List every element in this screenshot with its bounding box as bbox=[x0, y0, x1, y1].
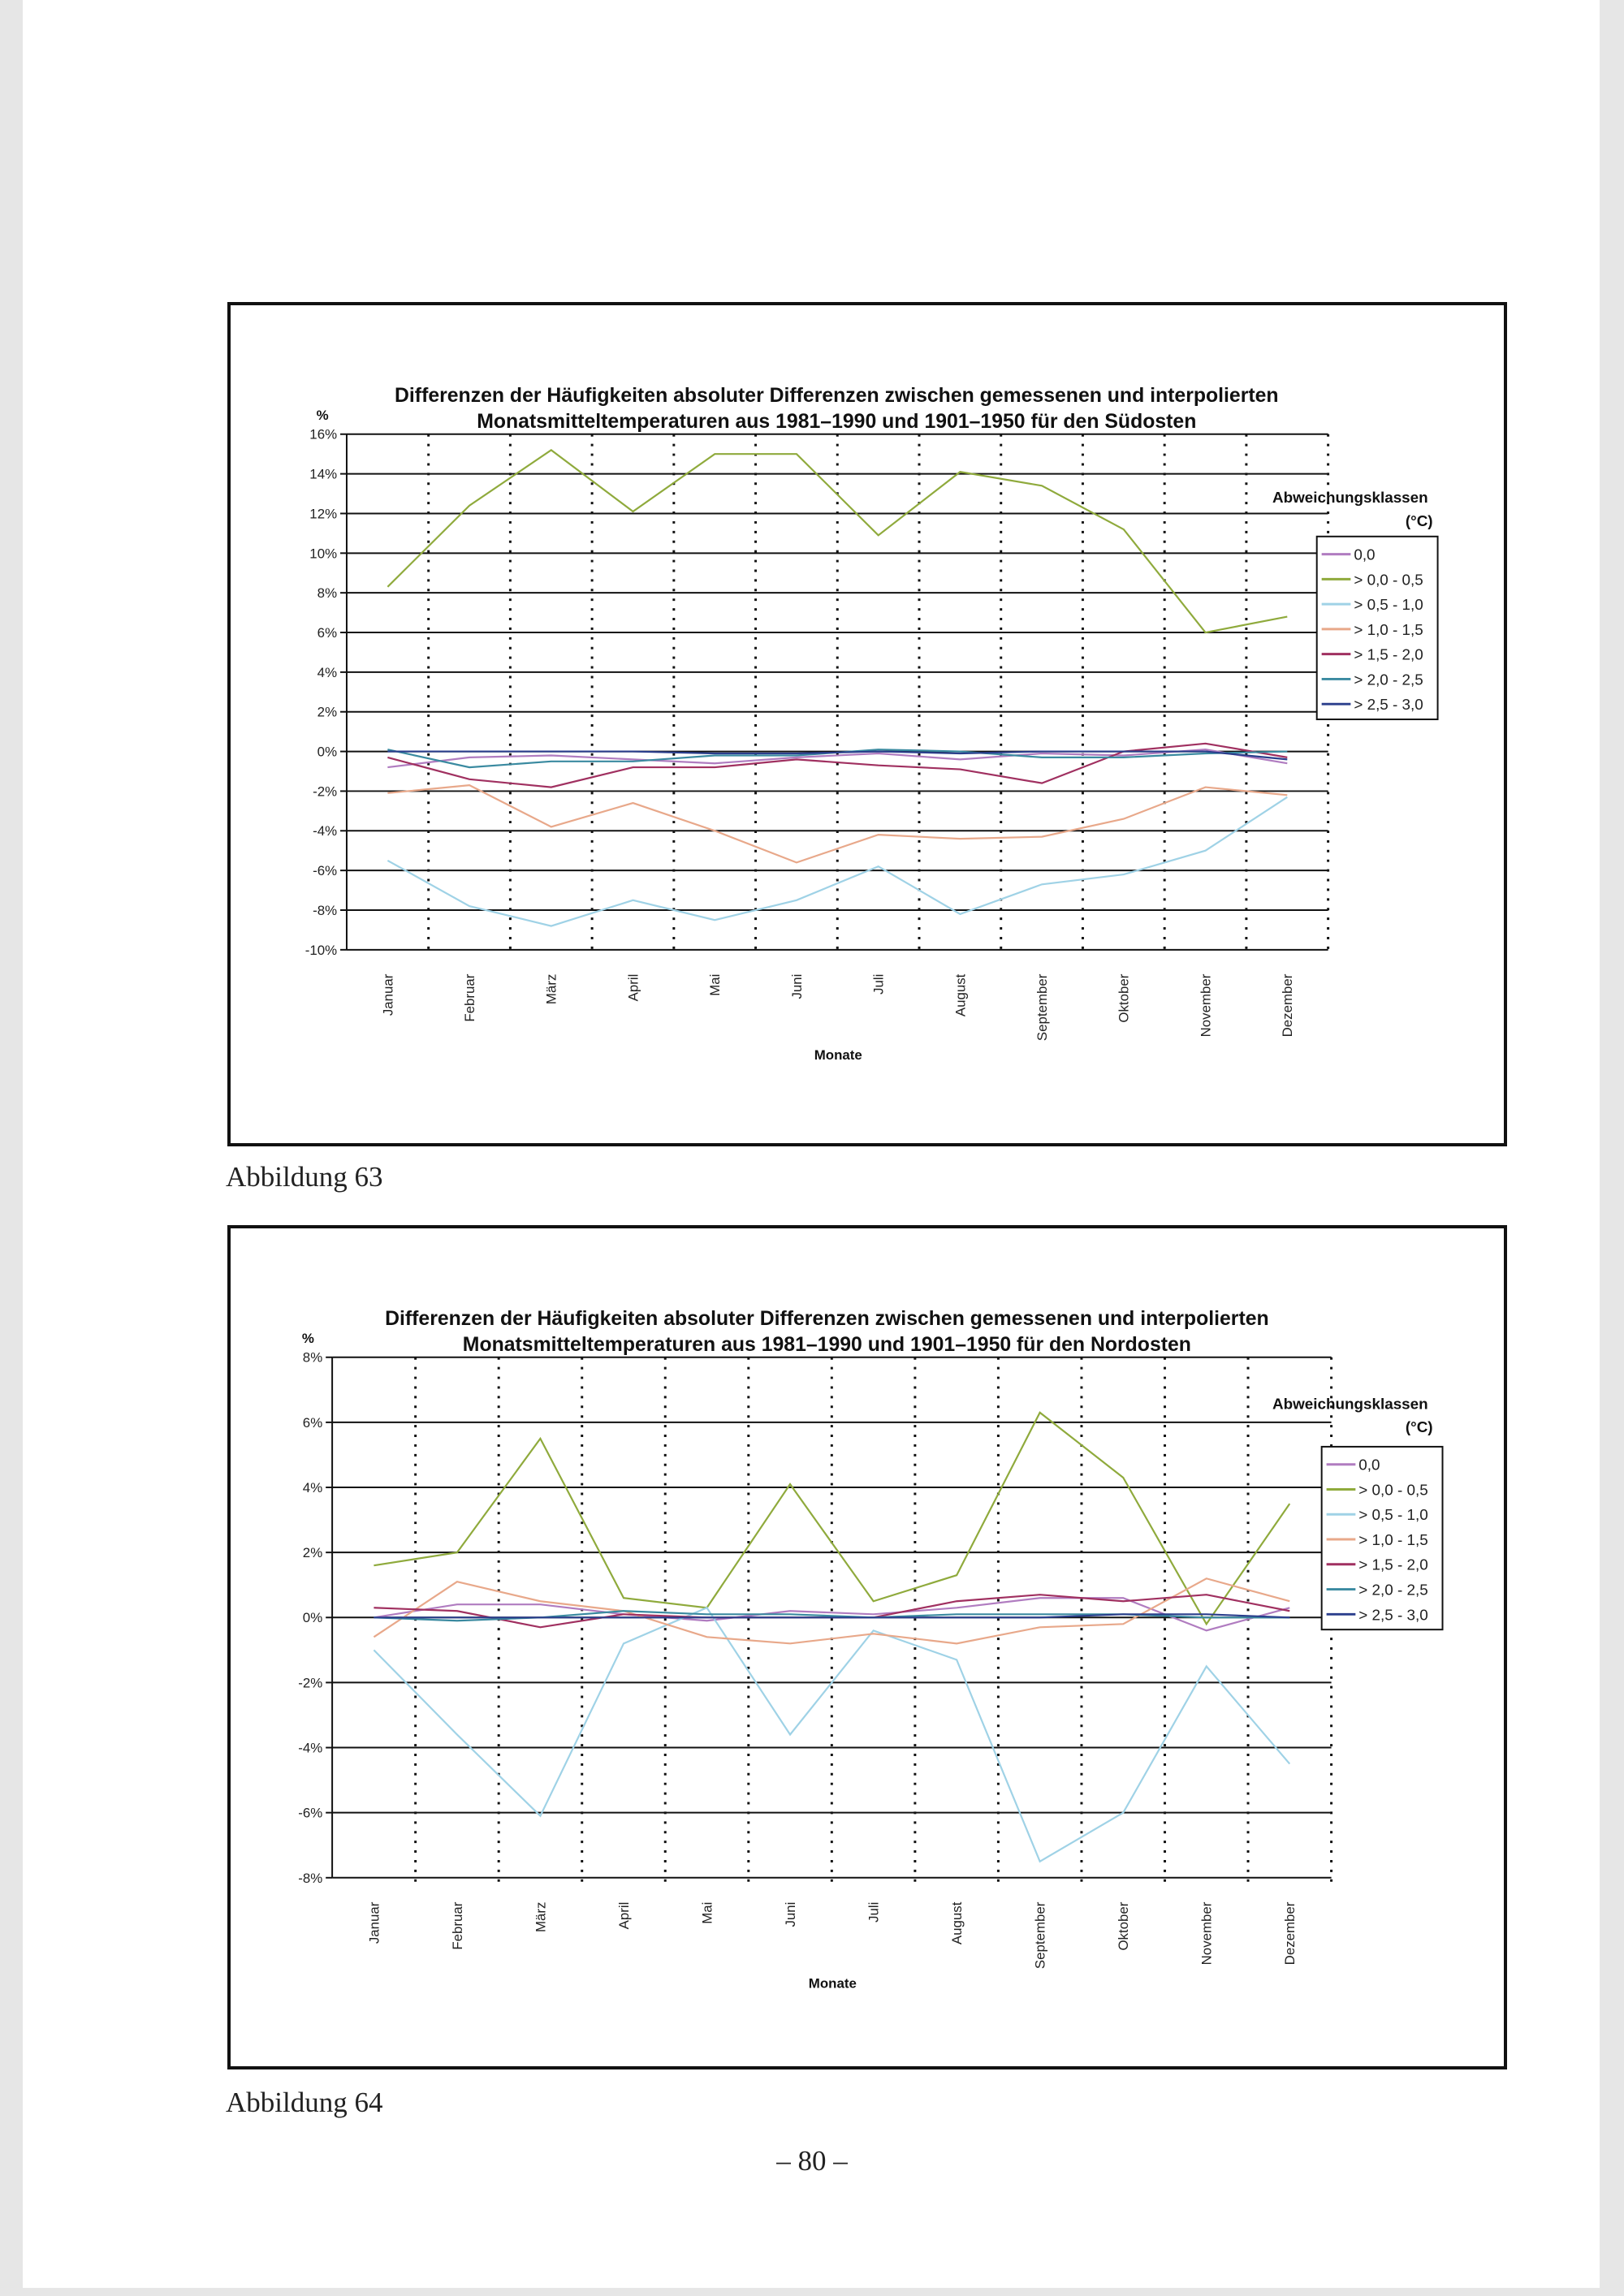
y-tick-label: 4% bbox=[317, 664, 338, 680]
x-tick-label: Mai bbox=[699, 1901, 715, 1924]
legend-entry-2: > 0,5 - 1,0 bbox=[1358, 1506, 1428, 1524]
x-tick-label: März bbox=[533, 1901, 549, 1933]
series-line-1 bbox=[374, 1413, 1289, 1624]
y-axis-label: % bbox=[301, 1330, 314, 1346]
y-tick-label: 8% bbox=[317, 585, 338, 602]
y-tick-label: 12% bbox=[309, 506, 338, 522]
legend-entry-2: > 0,5 - 1,0 bbox=[1354, 596, 1423, 614]
x-axis-label: Monate bbox=[808, 1975, 857, 1992]
y-tick-label: -8% bbox=[298, 1870, 323, 1886]
legend-unit: (°C) bbox=[1405, 1418, 1433, 1436]
x-tick-label: August bbox=[949, 1901, 965, 1945]
x-tick-label: Dezember bbox=[1282, 1901, 1298, 1966]
y-tick-label: -6% bbox=[313, 863, 338, 879]
y-tick-label: 6% bbox=[302, 1414, 323, 1431]
y-tick-label: 0% bbox=[302, 1610, 323, 1626]
legend-entry-0: 0,0 bbox=[1354, 546, 1376, 563]
y-tick-label: 8% bbox=[302, 1349, 323, 1366]
x-tick-label: April bbox=[615, 1901, 632, 1930]
legend-entry-6: > 2,5 - 3,0 bbox=[1358, 1606, 1428, 1624]
chart-title-line: Monatsmitteltemperaturen aus 1981–1990 und 1901–1950 für den Südosten bbox=[477, 410, 1197, 433]
figure-63-caption: Abbildung 63 bbox=[226, 1161, 383, 1193]
series-line-4 bbox=[387, 744, 1287, 788]
legend-entry-1: > 0,0 - 0,5 bbox=[1358, 1481, 1428, 1499]
x-tick-label: Februar bbox=[462, 973, 478, 1022]
legend-entry-5: > 2,0 - 2,5 bbox=[1358, 1581, 1428, 1599]
x-tick-label: Januar bbox=[366, 1901, 382, 1944]
legend-unit: (°C) bbox=[1405, 511, 1433, 529]
x-tick-label: Juli bbox=[870, 973, 887, 995]
legend-entry-4: > 1,5 - 2,0 bbox=[1354, 645, 1423, 663]
document-page bbox=[23, 0, 1600, 2288]
page-number: – 80 – bbox=[776, 2145, 848, 2177]
x-tick-label: Juni bbox=[788, 973, 805, 999]
legend-title: Abweichungsklassen bbox=[1272, 1395, 1428, 1413]
x-tick-label: Juni bbox=[783, 1901, 799, 1927]
legend-entry-1: > 0,0 - 0,5 bbox=[1354, 571, 1423, 589]
x-tick-label: August bbox=[952, 973, 969, 1017]
y-tick-label: 16% bbox=[309, 426, 338, 442]
legend-entry-6: > 2,5 - 3,0 bbox=[1354, 696, 1423, 714]
y-tick-label: -4% bbox=[313, 823, 338, 839]
y-tick-label: 14% bbox=[309, 466, 338, 482]
chart-title-line: Differenzen der Häufigkeiten absoluter Differenzen zwischen gemessenen und interpolierten bbox=[385, 1308, 1269, 1331]
y-axis-label: % bbox=[316, 407, 329, 423]
y-tick-label: -10% bbox=[304, 942, 338, 958]
y-tick-label: 10% bbox=[309, 546, 338, 562]
x-tick-label: April bbox=[625, 973, 641, 1002]
chart-64-svg bbox=[231, 1228, 1504, 2066]
y-tick-label: -4% bbox=[298, 1740, 323, 1756]
legend-entry-0: 0,0 bbox=[1358, 1456, 1380, 1474]
y-tick-label: -8% bbox=[313, 902, 338, 918]
chart-63-svg bbox=[231, 305, 1504, 1143]
y-tick-label: -6% bbox=[298, 1805, 323, 1821]
x-axis-label: Monate bbox=[814, 1047, 862, 1063]
chart-title-line: Monatsmitteltemperaturen aus 1981–1990 und 1901–1950 für den Nordosten bbox=[462, 1333, 1191, 1356]
x-tick-label: Januar bbox=[380, 973, 396, 1016]
x-tick-label: November bbox=[1199, 1901, 1215, 1966]
x-tick-label: Oktober bbox=[1116, 973, 1132, 1023]
y-tick-label: -2% bbox=[313, 783, 338, 800]
legend-title: Abweichungsklassen bbox=[1272, 489, 1428, 507]
x-tick-label: Juli bbox=[866, 1901, 882, 1923]
legend-entry-3: > 1,0 - 1,5 bbox=[1358, 1530, 1428, 1548]
x-tick-label: Dezember bbox=[1280, 973, 1296, 1038]
x-tick-label: November bbox=[1198, 973, 1214, 1038]
x-tick-label: Oktober bbox=[1116, 1901, 1132, 1951]
chart-title-line: Differenzen der Häufigkeiten absoluter Differenzen zwischen gemessenen und interpolierten bbox=[395, 385, 1279, 408]
x-tick-label: Februar bbox=[449, 1901, 465, 1950]
y-tick-label: 2% bbox=[302, 1545, 323, 1561]
legend-entry-5: > 2,0 - 2,5 bbox=[1354, 671, 1423, 688]
figure-64-caption: Abbildung 64 bbox=[226, 2087, 383, 2118]
x-tick-label: März bbox=[543, 973, 559, 1005]
legend-entry-4: > 1,5 - 2,0 bbox=[1358, 1556, 1428, 1573]
x-tick-label: Mai bbox=[707, 973, 723, 996]
y-tick-label: 4% bbox=[302, 1479, 323, 1495]
y-tick-label: 0% bbox=[317, 744, 338, 760]
y-tick-label: -2% bbox=[298, 1675, 323, 1691]
legend-entry-3: > 1,0 - 1,5 bbox=[1354, 620, 1423, 638]
x-tick-label: September bbox=[1032, 1901, 1048, 1970]
y-tick-label: 2% bbox=[317, 704, 338, 720]
figure-63-chart-frame bbox=[227, 302, 1507, 1146]
y-tick-label: 6% bbox=[317, 624, 338, 641]
figure-64-chart-frame bbox=[227, 1225, 1507, 2069]
x-tick-label: September bbox=[1034, 973, 1051, 1042]
